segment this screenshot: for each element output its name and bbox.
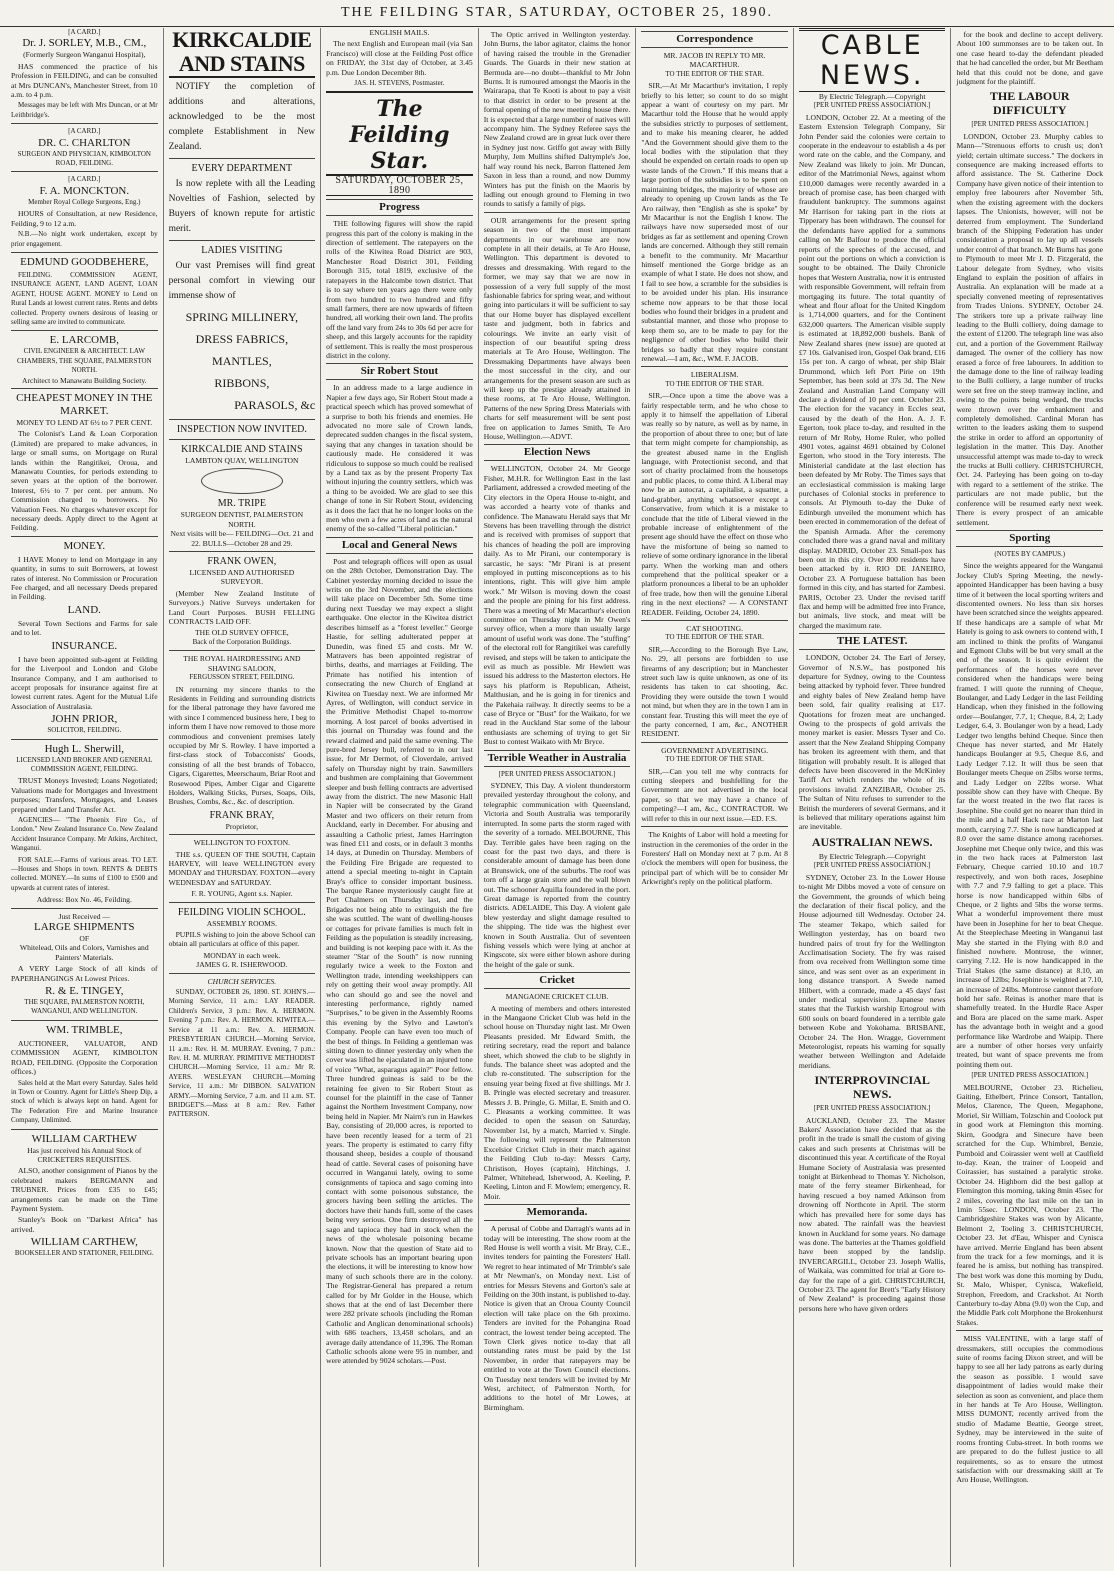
corr-to: TO THE EDITOR OF THE STAR. — [665, 69, 764, 78]
melb-text: MELBOURNE, October 23. Richelieu, Gaiting, Ethelbert, Prince Consort, Tantallon, Melos, Clarence, The Queen, Megaphone, Moriel, Sir William, Tolzschin and Coolock put in good work at Flemington this morning. Skirn, Goodgra and Sinecure have been scratched for the Cup. Whimbrel, Benzie, Pumboid and Coirassier went well at Caulfield to-day. Kean, the trainer of Loopeid and Coirassier, has sustained a paralytic stroke. October 24. Highborn did the best gallop at Flemington this morning, taking 8min 45sec for 2 miles, covering the last mile on the tan in 1min 55sec. LONDON, October 23. The Cambridgeshire Stakes was won by Alicante, Belmont 2, Toeling 3. CHRISTCHURCH, October 23. Jet d'Eau, Whisper and Cynisca have arrived. Merrie England has been absent from the track for a few mornings, and it is feared he is amiss, but nothing has transpired. The best work was done this morning by Dudu, St. Malo, Whisper, Cynisca, Wakefield, Strephon, Freedom, and Crackshot. At North Canterbury to-day Abna (9.0) won the Cup, and the Middle Park colt Morphone the Brokenhurst Stakes. — [956, 1082, 1104, 1327]
paper-text: A VERY Large Stock of all kinds of PAPERHANGINGS At Lowest Prices. — [11, 964, 158, 983]
larcomb-name: E. LARCOMB, — [49, 334, 119, 347]
card-tag: [A CARD.] — [68, 175, 101, 184]
divider — [169, 551, 316, 552]
divider — [11, 252, 158, 253]
labour-head: THE LABOUR DIFFICULTY — [989, 89, 1070, 118]
prior-sub: SOLICITOR, FEILDING. — [47, 726, 122, 735]
lib-head: LIBERALISM. — [690, 370, 739, 380]
progress-text: THE following figures will show the rapid progress this part of the colony is making in the direction of settlement. The ratepayers on the rolls of the Kiwitea Road District are 903, Manchester Road District 301, Feilding Borough 315, total 1819, exclusive of the ratepayers in the Halcombe town district. That is to say where ten years ago there were only from two hundred to two hundred and fifty small farmers, there are now upwards of fifteen hundred, all working their own land. The profits off the land vary from 24s to 30s 6d per acre for sheep, and this largely accounts for the rapidity of settlement. This is really the most prosperous district in the colony. — [326, 219, 473, 360]
divider — [11, 330, 158, 331]
column-2 — [164, 28, 322, 1567]
election-text: WELLINGTON, October 24. Mr George Fisher, M.H.R. for Wellington East in the last Parliament, addressed a crowded meeting of the City electors in the Opera House to-night, and was accorded a hearty vote of thanks and confidence. The Manawatu Herald says that Mr Stevens has been travelling through the district and is received with promises of support that his chances of heading the poll are improving daily. As to Mr Pirani, our contemporary is sarcastic, he says: "Mr Pirani is at present employed in putting misconceptions as to his intentions, right. This will give him ample work." Mr Wilson is moving down the coast and the people are pining for his first address. There was a meeting of Mr Macarthur's election committee on Thursday night in Mr Owen's survey office, when a more than usually large amount of useful work was done. The "stuffing" of the electoral roll for Rangitikei was carefully revised, and steps will be taken to anticipate the evil as much as possible. Mr Hewlett was issued his address to the Masterton electors. He says his platform is Republican, Atheist, Malthusian, and he is going in for tirenics and the Pakehaia railway. It directly seems to be a case of Bryce or "Bust" for the Waikato, for we read in the Auckland Star some of the labour enthusiasts are scheming of trying to get Sir Bust to contest Waikato with Mr Bryce. — [483, 464, 631, 747]
divider — [169, 240, 316, 241]
aus-sub: By Electric Telegraph.—Copyright — [818, 851, 926, 861]
every-text: Is now replete with all the Leading Novelties of Fashion, selected by Buyers of known repute for artistic merit. — [168, 179, 316, 234]
survey-office: THE OLD SURVEY OFFICE, — [195, 628, 289, 638]
sherwill-sub: LICENSED LAND BROKER AND GENERAL COMMISSION AGENT, FEILDING. — [16, 755, 153, 773]
divider — [641, 620, 788, 621]
paper-title: The Feilding Star. — [326, 96, 473, 176]
isherwood: JAMES G. R. ISHERWOOD. — [196, 960, 288, 970]
prior-name: JOHN PRIOR, — [51, 713, 118, 726]
shipments-of: OF — [79, 934, 90, 944]
memo-text: A perusal of Cobbe and Darragh's wants ad in today will be interesting. The show room at the Red House is well worth a visit. Mr Bray, C.E., invites tenders for painting the Foresters' Hall. We regret to hear intimated of Mr Trimble's sale at Mr Newman's, on Monday next. List of entries for Messrs Stevens and Gorton's sale at Feilding on the 30th instant, is published to-day. Notice is given that an Oroua County Council election will take place on the 6th proximo. Tenders are invited for the Pohangina Road contract, the lowest tender being accepted. The Town Clerk gives notice to-day that all outstanding rates must be paid by the 1st November, in order that ratepayers may be entitled to vote at the Town Council elections. On Tuesday next tenders will be invited by Mr West, architect, of Palmerston North, for additions to the hotel of Mr Lowes, at Birmingham. — [483, 1224, 631, 1412]
optic-text: The Optic arrived in Wellington yesterday. John Burns, the labor agitator, claims the honor of having raised the trouble in the Grenadier Guards. The Guards in their new station at Bermuda are—no doubt—thankful to Mr John Burns. It is rumoured amongst the Maoris in the Wairarapa, that Te Kooti is about to pay a visit to that district in order to be present at the formal opening of the new meeting house there. It is expected that a large number of natives will accompany him. The Sydney Referee says the New Zealand crowd are in great luck over there in Sydney just now. Griffo got away with Billy Murphy, Jem Mullins shifted Daltymple's Joe, half way round his neck, Barron flattened Jem Saxon in less than a round, and now Dummy Winters has put the finish on the Maoris by ladling out enough ground to Fleming in two rounds to satisfy a family of pigs. — [483, 30, 631, 209]
cable-tag: [PER UNITED PRESS ASSOCIATION.] — [813, 101, 931, 110]
pupils-text: PUPILS wishing to join the above School can obtain all particulars at office of this paper. — [168, 930, 316, 949]
column-7 — [951, 28, 1108, 1567]
sherwill-text: TRUST Moneys Invested; Loans Negotiated; Valuations made for Mortgages and Investment purposes; Transfers, Mortgages, and Leases prepared under Land Transfer Act. — [11, 776, 158, 814]
ribbons: RIBBONS, — [214, 376, 270, 390]
every-dept: EVERY DEPARTMENT — [191, 163, 293, 174]
cable-text: LONDON, October 22. At a meeting of the Eastern Extension Telegraph Company, Sir John Pender said the colonies were certain to cooperate in the endeavour to establish a 4s per word rate on the cable, and the Company, and New Zealand was likely to join. Mr Duncan, editor of the Matrimonial News, against whom £10,000 damages were recently awarded in a breach of promise case, has been charged with fraudulent bankruptcy. The summons against Mr Harrison for taking part in the riots at Tipperary has been withdrawn. The counsel for the defendants have applied for a summons calling on Mr Balfour to produce the official reports of the speeches of the accused, and point out the portions on which a conviction is sought to be obtained. The Daily Chronicle hopes that Western Australia, now it is entrusted with responsible Government, will refrain from mortgaging its future. The total quantity of wheat and flour afloat for the United Kingdom is 1,714,000 quarters, and for the Continent 632,000 quarters. The American visible supply is estimated at 18,892,000 bushels. Bank of New Zealand shares (new issue) are quoted at £7 10s. Galvanised iron, Gospel Oak brand, £16 15s per ton. A cargo of wheat, per ship Blair Drummond, which left Port Pirie on 19th September, has been sold at 37s 3d. The New Zealand and Australian Land Company will declare a dividend of 10 per cent. October 23. The election for the vacancy in Eccles seat, caused by the death of the Hon. A. J. F. Egerton, took place to-day, and resulted in the return of Mr Roby, Home Ruler, who polled 4901 votes, against 4691 obtained by Colonel Egerton, who stood in the Tory interests. The Ministerial candidate at the last election has been defeated by Mr Roby. The Times says that an ecclesiastical commission is making large purchases of Colonial stocks in preference to consols. At Plymouth to-day the Duke of Edinburgh unveiled the monument which has been erected in commemoration of the defeat of the Spanish Armada. After the ceremony concluded there was a grand naval and military display. MADRID, October 23. Small-pox has been out in this city. Over 800 residents have been attacked by it. RIO DE JANEIRO, October 23. A Portuguese battalion has been formed in this city, and has started for Zambesi. PARIS, October 23. Under the revised tariff flax and hemp will be admitted free into France, but animals, live stock, and meat will be charged the maximum rate. — [798, 112, 946, 630]
knights-text: The Knights of Labor will hold a meeting for instruction in the ceremonies of the order in the Foresters' Hall on Monday next at 7 p.m. At 8 o'clock the members will open for business, the principal part of which will be to consider Mr Arkwright's reply on the political platform. — [641, 830, 788, 887]
dress-fabrics: DRESS FABRICS, — [195, 332, 289, 346]
gov-head: GOVERNMENT ADVERTISING. — [661, 745, 769, 755]
church-text: SUNDAY, OCTOBER 26, 1890. ST. JOHN'S.—Morning Service, 11 a.m.: LAY READER. Children's Service, 3 p.m.: Rev. A. HERMON. Evening 7 p.m.: Rev. A. HERMON. KIWITEA.—Service at 11 a.m.: Rev. A. HERMON. PRESBYTERIAN CHURCH.—Morning Service, 11 a.m.: Rev. H. M. MURRAY. Evening, 7 p.m.: Rev. H. M. MURRAY. PRIMITIVE METHODIST CHURCH.—Morning Service, 11 a.m.: Mr R. AYERS. WESLEYAN CHURCH.—Morning Service, 11 a.m.: Mr DIBBON. SALVATION ARMY.—Morning Service, 7 a.m. and 11 a.m. ST. BRIDGET'S.—Mass at 8 a.m.: Rev. Father PATTERSON. — [168, 988, 316, 1119]
spring-millinery: SPRING MILLINERY, — [185, 310, 299, 324]
charlton-name: DR. C. CHARLTON — [38, 136, 131, 149]
salon-text: IN returning my sincere thanks to the Residents in Feilding and surrounding districts for the liberal patronage they have favored me with since I commenced business here, I beg to inform them I have now removed to those more commodious and convenient premises lately occupied by Mr S. Rowley. I have imported a first-class stock of Tobacconists' Goods, consisting of all the best brands of Tobacco, Cigars, Cigarettes, Meerschaum, Briar Root and Rosewood Pipes, Amber Cigar and Cigarette Holders, Walking Sticks, Purses, Soaps, Oils, Brushes, Combs, &c., &c. of description. — [168, 684, 316, 807]
sporting-head: Sporting — [956, 530, 1103, 547]
labour-text: LONDON, October 23. Murphy cables to Mann—"Strenuous efforts to crush us; don't yield; certain ultimate success." The dockers in consequence are making increased efforts to afford assistance. The St. Catherine Dock Company have given notice of their intention to employ free labourers after November 5th, when the existing agreement with the dockers lapses. The Unionists, however, will not be deterred from employment. The Sunderland branch of the Shipping Federation has under consideration a proposal to lay up all vessels under control of that branch. Mr Burns has gone to Plymouth to meet Mr J. D. Fitzgerald, the Labour delegate from Sydney, who visits England to explain the position of affairs in Australia. An explanation will be made at a specially convened meeting of representatives from Trades Unions. SYDNEY, October 24. The strikers tore up a private railway line leading to the Bulli colliery, doing damage to the extent of £1200. The telegraph line was also cut, and a portion of the Government Railway damaged. The owner of the colliery has now erased a force of free labourers. In addition to the damage done to the line of railway leading to the Bulli colliery, a large number of trucks were set free on the steep tramway incline, and owing to the points being wedged, the trucks were thrown over the embankment and completely demolished. Cardinal Moran has written to the leaders asking them to suspend the strike in order to afford an opportunity of legislation in the matter. This Day. Another unsuccessful attempt was made to-day to wreck the trucks at Bulli colliery. CHRISTCHURCH, Oct. 24. Parleying has been going on to-day with regard to a settlement of the strike. The particulars are not made public, but the conference will be resumed early next week. There is every prospect of an amicable settlement. — [956, 131, 1104, 527]
carthew-name: WILLIAM CARTHEW — [31, 1132, 137, 1145]
salon-sub: FERGUSSON STREET, FEILDING. — [189, 673, 295, 682]
mantles: MANTLES, — [212, 354, 272, 368]
column-3 — [321, 28, 479, 1567]
divider — [11, 123, 158, 124]
money-text: I HAVE Money to lend on Mortgage in any quantity, in sums to suit Borrowers, at lowest rates of interest. No Commission or Procuration Fee charged, and all necessary Deeds prepared in Feilding. — [11, 554, 158, 602]
valentine-text: MISS VALENTINE, with a large staff of dressmakers, still occupies the commodious suite of rooms facing Dixon street, and will be happy to see all her lady patrons as early during the season as possible. I would save disappointment of ladies would make their selection as soon as convenient, and place them in her hands at Te Aro House, Wellington. MISS DUMONT, recently arrived from the studio of Madame Beattie, George street, Sydney, may be interviewed in the suite of rooms fronting Cuba-street. In both rooms we are prepared to do the fullest justice to all requirements, so as to ensure the utmost satisfaction with our dressmaking skill at Te Aro House, Wellington. — [956, 1334, 1104, 1485]
divider — [11, 171, 158, 172]
just-received: Just Received — — [58, 911, 111, 921]
also-text: ALSO, another consignment of Pianos by the celebrated makers BERGMANN and TRUBNER. Prices from £35 to £45; arrangements can be made on the Time Payment System. — [11, 1166, 158, 1213]
paper-date: SATURDAY, OCTOBER 25, 1890 — [326, 176, 473, 196]
gov-text: SIR,—Can you tell me why contracts for cutting sleepers and bushfelling for the Government are not advertised in the local paper, so that we may have a chance of competing?—I am, &c., CONTRACTOR. We will refer to this in our next issue.—ED. F.S. — [641, 766, 788, 823]
moncton-sub: Member Royal College Surgeons, Eng.) — [28, 197, 141, 206]
cat-head: CAT SHOOTING. — [686, 623, 744, 633]
trimble-note: Sales held at the Mart every Saturday. Sales held in Town or Country. Agent for Little's Sheep Dip, a stock of which is always kept on hand. Agent for The Federation Fire and Marine Insurance Company, Unlimited. — [11, 1078, 158, 1125]
kirkcaldie-footer: KIRKCALDIE AND STAINS — [181, 444, 303, 455]
ornament-stamp — [201, 468, 283, 494]
mails-text: The next English and European mail (via San Francisco) will close at the Feilding Post office on FRIDAY, the 31st day of October, at 3.45 p.m. Due London December 8th. — [326, 39, 473, 77]
moncton-name: F. A. MONCKTON. — [39, 184, 130, 197]
carthew-text: Has just received his Annual Stock of CRICKETERS REQUISITES. — [27, 1145, 142, 1164]
card-tag: [A CARD.] — [68, 28, 101, 36]
sorley-name: Dr. J. SORLEY, M.B., CM., — [22, 37, 147, 50]
local-head: Local and General News — [326, 537, 473, 554]
column-4 — [479, 28, 637, 1567]
survey-back: Back of the Corporation Buildings. — [192, 637, 292, 646]
cheapest-head: CHEAPEST MONEY IN THE MARKET. — [16, 391, 153, 417]
larcomb-sub: CIVIL ENGINEER & ARCHITECT. LAW CHAMBERS, THE SQUARE, PALMERSTON NORTH. — [16, 347, 152, 375]
owen-text: (Member New Zealand Institute of Surveyors.) Native Surveys undertaken for Land Court Purposes. BUSH FELLING CONTRACTS LAID OFF. — [168, 588, 316, 627]
mails-sig: JAS. H. STEVENS, Postmaster. — [354, 79, 445, 88]
divider — [169, 973, 316, 974]
moncton-note: N.B.—No night work undertaken, except by prior engagement. — [11, 230, 158, 248]
page-columns — [6, 28, 1108, 1567]
lib-text: SIR,—Once upon a time the above was a fairly respectable term, and he who chose to apply it to himself the appellation of Liberal was really so by nature, as well as by name, in the proportion of about three to one; but of late that term might compete for championship, as the greatest abused name in the English language, with Protectionist second, and that sort of charity proclaimed from the housetops and public places, to come third. A Liberal may now be an autocrat, a capitalist, a squatter, a land-grabber, anything whatsoever except a Conservative, from which it is a mistake to conclude that the title of Liberal viewed in the probable increase of enlightenment of the present age should have the effect on those who have the misfortune of being so named to relieve of some ordinary ignorance in the liberal party. When the working man and others comprehend that the political speaker or a platform pronounces a liberal to be an upholder of free trade, how then will the genuine Liberal ring in the next elections? — A CONSTANT READER. Feilding, October 24, 1890. — [641, 391, 788, 617]
parasols: PARASOLS, &c — [234, 398, 316, 412]
tripe-name: MR. TRIPE — [217, 498, 266, 510]
aus-tag: [PER UNITED PRESS ASSOCIATION.] — [813, 861, 931, 870]
divider — [169, 834, 316, 835]
bray-name: FRANK BRAY, — [209, 809, 275, 821]
trimble-text: AUCTIONEER, VALUATOR, AND COMMISSION AGENT, KIMBOLTON ROAD, FEILDING. (Opposite the Corporation offices.) — [11, 1038, 158, 1077]
divider — [641, 826, 788, 827]
forsale: FOR SALE.—Farms of various areas. TO LET.—Houses and Shops in town. RENTS & DEBTS collected. MONEY.—In sums of £100 to £500 and upwards at current rates of interest. — [11, 855, 158, 892]
divider — [11, 388, 158, 389]
tingey-name: R. & E. TINGEY, — [45, 985, 124, 998]
progress-head: Progress — [326, 199, 473, 216]
owen-name: FRANK OWEN, — [207, 556, 277, 568]
money-head: MONEY. — [63, 539, 106, 552]
sorley-sub: (Formerly Surgeon Wanganui Hospital), — [23, 50, 146, 60]
insurance-text: I have been appointed sub-agent at Feilding for the Liverpool and London and Globe Insurance Company, and I am authorised to accept proposals for insurance against fire at lowest current rates. Agent for the Mutual Life Association of Australasia. — [11, 654, 158, 711]
aus-head: AUSTRALIAN NEWS. — [811, 834, 933, 849]
violin-school: FEILDING VIOLIN SCHOOL. — [177, 906, 306, 918]
divider — [484, 212, 631, 213]
cricket-sub: MANGAONE CRICKET CLUB. — [505, 992, 609, 1002]
divider — [641, 366, 788, 367]
divider — [641, 742, 788, 743]
bray-sub: Proprietor, — [225, 821, 259, 831]
sporting-text: Since the weights appeared for the Wanganui Jockey Club's Spring Meeting, the newly-appointed Handicapper has been having a busy time of it between the local sporting writers and discontented owners. No less than six horses have been scratched since the weights appeared. If these handicaps are a sample of what Mr Hately is going to ask owners to contend with, I am inclined to think the profits of Wanganui and Egmont Clubs will be but very small at the end of the season. It is quite evident the performances of the horses were never considered when the handicaps were being framed. I will quote the running of Cheque, Boulanger, and Lady Ledger in the last Feilding Handicap, when they finished in the following order—Boulanger, 7.7, 1; Cheque, 8.4, 2; Lady Ledger, 6.4, 3. Boulanger won by a head, Lady Ledger two lengths behind Cheque. Since then Cheque has never started, and Mr Hately handicaps Boulanger at 9.5, Cheque 8.6, and Lady Ledger 7.12. It will thus be seen that Boulanger meets Cheque on 25lbs worse terms, and Lady Ledger on 22lbs worse. What possible show can they have with Cheque. By far the worst treated in the two flat races is Josephine. She could get no nearer than third in the mile and a half Hack race at Marton last month, carrying 7.7. She is now handicapped at 8.0 over the same distance among racehorses. Josephine met Cheque only twice, and this was in the two hack races at Palmerston last February, Cheque carried 10.10 and 10.7 respectively, and won both races, Josephine with 7.7 and 7.9 falling to get a place. This horse is now handicapped within 6lbs of Cheque, or 2 lights and 5lbs the worse terms. What a wonderful improvement there must have been in Josephine for her to beat Cheque. At the Steeplechase Meeting in Wanganui last May she started in the Flying with 8.0 and finished nowhere. Montrose, the winner, carrying 7.12. He is now handicapped in the Trial Stakes (the same distance) at 8.10, an increase of 12lbs; Josephine is weighted at 7.10, an increase of 24lbs. Montrose cannot therefore hold her safe. Reinas is another mare that is shamefully treated. In the Hurdle Race Asper and Bora are placed on the same mark. Asper has the advantage both in weight and a good performance like Wardrobe and Waipip. There are a number of other horses very unfairly treated, but want of space prevents me from pointing them out. — [956, 561, 1104, 1069]
trimble-name: WM. TRIMBLE, — [46, 1023, 123, 1036]
latest-head: THE LATEST. — [799, 633, 946, 650]
cricket-text: A meeting of members and others interested in the Mangaone Cricket Club was held in the school house on Thursday night last. Mr Owen Pleasants presided. Mr Edward Smith, the retiring secretary, read the report and balance sheet, which showed the club to be slightly in funds. The balance sheet was adopted and the club re-constituted. The subscription for the ensuing year being fixed at five shillings. Mr J. B. Pringle was elected secretary and treasurer. Messrs J. B. Pringle, G. Millar, E. Smith and O. C. Pleasants a working committee. It was decided to open the season on Saturday, November 1st, by a match, Married v. Single. The following will represent the Palmerston Excelsior Cricket Club in their match against the Feilding Club to-day: Messrs Carty, Christison, Hoyes (captain), Hitchings, J. Palmer, Whitehead, Isherwood, A. Keeling, P. Keeling, Linton and F. Mowlem; emergency, R. Moir. — [483, 1003, 631, 1201]
terrible-head: Terrible Weather in Australia — [484, 750, 631, 767]
memo-head: Memoranda. — [484, 1204, 631, 1221]
divider — [11, 1020, 158, 1021]
divider — [11, 1129, 158, 1130]
sorley-text: HAS commenced the practice of his Profession in FEILDING, and can be consulted at Mrs DUNCAN's, Manchester Street, from 10 a.m. to 4 p.m. — [11, 61, 158, 100]
divider — [169, 439, 316, 440]
cat-to: TO THE EDITOR OF THE STAR. — [665, 633, 764, 642]
inter-head: INTERPROVINCIAL NEWS. — [814, 1073, 930, 1102]
divider — [11, 536, 158, 537]
divider — [956, 1330, 1103, 1331]
corr-head: Correspondence — [641, 31, 788, 48]
ladies-visiting: LADIES VISITING — [201, 245, 283, 256]
tripe-text: Next visits will be— FEILDING—Oct. 21 and 22. BULLS—October 28 and 29. — [170, 529, 314, 548]
divider — [326, 91, 473, 93]
masthead: THE FEILDING STAR, SATURDAY, OCTOBER 25, 1890. — [0, 0, 1114, 27]
moncton-text: HOURS of Consultation, at new Residence, Feilding, 9 to 12 a.m. — [11, 209, 158, 228]
goodbehere-name: EDMUND GOODBEHERE, — [20, 255, 149, 268]
monday: MONDAY in each week. — [203, 950, 281, 960]
carthew2-name: WILLIAM CARTHEW, — [30, 1236, 138, 1249]
top-text: for the book and decline to accept delivery. About 100 summonses are to be taken out. In one case heard to-day the defendant pleaded that he had cancelled the order, but Mr Beetham held that this could not be done, and gave judgment for the plaintiff. — [956, 30, 1104, 87]
stout-head: Sir Robert Stout — [326, 363, 473, 380]
kirkcaldie-address: LAMBTON QUAY, WELLINGTON — [185, 456, 299, 465]
corr-text: SIR,—At Mr Macarthur's invitation, I reply briefly to his letter; so count to do so might appear a want of courtesy on my part. Mr Macarthur told the House that he would apply the subsidies strictly to purposes of settlement, and to make his meaning clearer, he added "And the Government should give them to the local bodies with the stipulation that they should be expended on certain roads to open up waste lands of the Crown." If this means that a large portion of the subsidies is to be spent on maintaining bridges, the majority of whose are already to opening up Crown lands as the Te Aro railway, then "English as she is spoke" by Mr Macarthur is not the English I know. The railways have now superseded most of our bridges as far as settlement and opening Crown lands are concerned. Although they still remain a benefit to the community. Mr Macarthur himself mentioned the Gorge bridge as an example of what I state. He does not show, and I fail to see how, a scramble for the subsidies is to be avoided under his plan. His insurance scheme now appears to be that those local bodies who found their bridges in a prudent and substantial manner, and those who propose to keep them so, are to be made to pay for the negligence of other bodies who build their bridges so badly that they require constant renewal.—I am, &c., WM. F. JACOB. — [641, 81, 788, 363]
divider — [169, 650, 316, 651]
cat-text: SIR,—According to the Borough Bye Law, No. 29, all persons are forbidden to use firearms of any description; but in Manchester street such law is quite unknown, as one of its residents has taken to cat shooting, &c. Providing they were outside the town I would not mind, but when they are in the town I am in constant fear. Trusting this will meet the eye of the party concerned, I am, &c., ANOTHER RESIDENT. — [641, 644, 788, 739]
tripe-sub: SURGEON DENTIST, PALMERSTON NORTH. — [180, 510, 304, 529]
terrible-text: SYDNEY, This Day. A violent thunderstorm prevailed yesterday throughout the colony, and telegraphic communication with Queensland, Victoria and South Australia was temporarily interrupted. In some parts the storm raged with the severity of a tornado. MELBOURNE, This Day. Terrible gales have been raging on the coast for the past two days, and there is considerable amount of damage has been done at Brunswick, one of the suburbs. The roof was torn off a large grain store and the wall blown out. The schooner Aquilla foundered in the port. Great damage is reported from the country districts. ADELAIDE, This Day. A violent gale blew yesterday and slight damage resulted to the shipping. The tide was the highest ever known in South Australia. Out of seventeen fishing vessels which were lying at anchor at Kingscote, six were either blown ashore during the height of the gale or sunk. — [483, 781, 631, 969]
corr-title: MR. JACOB IN REPLY TO MR. MACARTHUR. — [663, 51, 766, 70]
agencies: AGENCIES— "The Phoenix Fire Co., of London." New Zealand Insurance Co. New Zealand Accident Insurance Company. Mr Atkins, Architect, Wanganui. — [11, 815, 158, 853]
election-head: Election News — [484, 444, 631, 461]
divider — [169, 419, 316, 420]
sorley-note: Messages may be left with Mrs Duncan, or at Mr Leithbridge's. — [11, 101, 158, 119]
divider — [169, 158, 316, 159]
young: F. R. YOUNG, Agent s.s. Napier. — [191, 889, 293, 899]
wf-title: WELLINGTON TO FOXTON. — [193, 838, 290, 848]
divider — [11, 739, 158, 740]
terrible-tag: [PER UNITED PRESS ASSOCIATION.] — [498, 769, 616, 778]
address: Address: Box No. 46, Feilding. — [36, 895, 132, 905]
wf-text: THE s.s. QUEEN OF THE SOUTH, Captain HARVEY, will leave WELLINGTON every MONDAY and THURSDAY. FOXTON—every WEDNESDAY and SATURDAY. — [168, 849, 316, 887]
labour-tag: [PER UNITED PRESS ASSOCIATION.] — [971, 120, 1089, 129]
local-text: Post and telegraph offices will open as usual on the 28th October, Demonstration Day. The Cabinet yesterday morning decided to issue the writs on the 3rd November, and the elections will take place on December 5th. Some time during next Tuesday we may expect a slight earthquake. One elector in the Kiwitea district describes himself as a "forest leveller." George Hastie, for selling adulterated pepper at Dunedin, was fined £5 and costs. Mr W. Matravers has been appointed registrar of births, deaths, and marriages at Feilding. The Primate has notified his intention of consecrating the new Church of England at Kiwitea on Tuesday next. We are informed Mr Ayres, of Wellington, will conduct service in the Primitive Methodist Chapel to-morrow morning. A lost parcel of books advertised in this journal on Thursday was found and the reward claimed and paid the same evening. The pure-bred Jersey bull, referred to in our last issue, for Mr Dermot, of Cloverdale, arrived safely on Thursday night by train. Sawmillers and bushmen are complaining that Government sleeper and bush felling contracts are advertised away from the district. The new Masonic Hall in Napier will be consecrated by the Grand Master and two officers on their return from Auckland, early in December. For abusing and assaulting a Catholic priest, James Harrington was fined £11 and costs, or in default 3 months 14 days, at Dunedin on Thursday. Members of the Feilding Fire Brigade are requested to attend a special meeting to-night in Captain Bray's office to consider important business. The barque Ranee mysteriously caught fire at Port Chalmers on Thursday last, and the Brigades not being able to extinguish the fire she was scuttled. The want of dwelling-houses or cottages for private families is much felt in Feilding as the population is steadily increasing, and building is not keeping pace with it. As the steamer "Star of the South" is now running regularly twice a week to the Foxton and Wellington trade, intending weekshippers can rely on getting their wool away promptly. All who can should go and see the novel and interesting performance, rightly named "Surprises," to be given in the Assembly Rooms this evening by the Sylvo and Lawton's Company. People can have even too much of the best of things. In Feilding a gentleman was sitting down to dinner yesterday only when the cover was lifted he ejaculated in an injured tone of voice "What, asparagus again?" Poor fellow. Three hundred guineas is said to be the retaining fee given to Sir Robert Stout as counsel for the plaintiff in the case of Tanner against the Northern Investment Company, now being held in Napier. Mr Nairn's run in Hawkes Bay, consisting of 20,000 acres, is reported to have been recently leased for a term of 21 years. The property is estimated to carry fifty thousand sheep, besides a couple of thousand head of cattle. Several cases of poisoning have occurred in Wanganui lately, owing to some consignments of tapioca and sago coming into contact with some poisonous substance, the grocers having been selling the articles. The doctors have their hands full, some of the cases being very serious. One firm destroyed all the sago and tapioca they had in stock when the news of the wholesale poisoning became known. Now that the question of State aid to private schools has an important bearing upon the elections, it will be interesting to know how many of such schools there are in the colony. The Registrar-General has prepared a return called for by Mr Golder in the House, which shows that at the end of last December there were 282 private schools (including the Roman Catholic and Anglican denominational schools) with 686 teachers, 13,458 scholars, and an average daily attendance of 11,396. The Roman Catholic schools alone were 95 in number, and were attended by 9024 scholars.—Post. — [326, 556, 473, 1366]
inspection: INSPECTION NOW INVITED. — [176, 424, 307, 435]
land-text: Several Town Sections and Farms for sale and to let. — [11, 618, 158, 638]
column-1 — [6, 28, 164, 1567]
arrangements-text: OUR arrangements for the present spring season in two of the most important departments in our warehouse are now complete in all their details, at Te Aro House, Wellington. This department is devoted to dresses and dressmaking. With regard to the former, we may say that we are now in possession of a very full supply of the most fashionable fabrics for spring wear, and without going into particulars it will be sufficient to say that our Home buyer has displayed excellent taste and judgment, both in fabrics and colourings. We invite an early visit of inspection of our beautiful spring dress materials at Te Aro House, Wellington. The Dressmaking Departments have always been the most successful in the city, and our arrangements for the present season are such as will keep up the prestige already attained in these rooms, at Te Aro House, Wellington. Patterns of the new Spring Dress Materials with charts for self measurement will be sent post free on application to James Smith, Te Aro House, Wellington.—ADVT. — [483, 215, 631, 442]
cheapest-sub: MONEY TO LEND AT 6½ to 7 PER CENT. — [16, 417, 153, 427]
inter-text: AUCKLAND, October 23. The Master Bakers' Association have decided that as the profit in the trade is small the custom of giving cakes and such presents at Christmas will be discontinued this year. A certificate of the Royal Humane Society of Australasia was presented tonight at Birkenhead to Thomas Y. Nicholson, mate of the ferry steamer Birkenhead, for having rescued a boy named Atkinson from drowning off Northcote in April. The storm which has prevailed here for some days has now abated. The rainfall was the heaviest known in Auckland for some years. No damage was done. The batteries at the Thames goldfield have been stopped by the landslip. INVERCARGILL, October 23. Joseph Wallis, of Waikaia, was committed for trial at Gore to-day for the rape of a girl. CHRISTCHURCH, October 23. The agent for Brett's "Early History of New Zealand" is proceeding against those persons here who have given orders — [798, 1115, 946, 1313]
column-5 — [636, 28, 794, 1567]
card-tag: [A CARD.] — [68, 127, 101, 136]
sporting-sub: (NOTES BY CAMPUS.) — [994, 549, 1066, 558]
charlton-sub: SURGEON AND PHYSICIAN, KIMBOLTON ROAD, FEILDING. — [17, 149, 151, 168]
melb-tag: [PER UNITED PRESS ASSOCIATION.] — [971, 1071, 1089, 1080]
aus-text: SYDNEY, October 23. In the Lower House to-night Mr Dibbs moved a vote of censure on the Government, the grounds of which being the declaration of their fiscal policy, and the House adjourned till Wednesday. October 24. The steamer Tekapo, which sailed for Wellington yesterday, has on board two hundred pairs of trout fry for the Wellington Acclimatisation Society. The fry was raised from ova received from Wellington some time since, and was sent over as an experiment in long distance transport. A Swede named Hilbert, with a comrade, made a 45 days' fast under medical supervision. Japanese news states that the Turkish warship Ertogroul with 600 souls on board foundered in a terrible gale between Kobe and Yokohama. BRISBANE, October 24. The Hon. Wragge, Government Meteorologist, repeats his warning for squally weather between Wellington and Adelaide meridians. — [798, 872, 946, 1070]
cable-sub: By Electric Telegraph.—Copyright — [818, 92, 926, 101]
divider — [169, 902, 316, 903]
cable-title: CABLE NEWS. — [799, 28, 946, 92]
land-head: LAND. — [67, 603, 101, 616]
cheapest-text: The Colonist's Land & Loan Corporation (Limited) are prepared to make advances, in large or small sums, on Mortgage on Rural lands within the Rangitikei, Oroua, and Manawatu Counties, for periods extending to seven years at the option of the borrower. Interest, 6½ to 7 per cent. per annum. No Commission charged to borrowers. No Valuation Fees. No charges whatever except for necessary deeds. Apply direct to the Agent at Feilding. — [11, 429, 158, 533]
shipments-text: Whitelead, Oils and Colors, Varnishes and Painters' Materials. — [19, 943, 149, 962]
inter-tag: [PER UNITED PRESS ASSOCIATION.] — [813, 1104, 931, 1113]
shipments-head: LARGE SHIPMENTS — [34, 921, 135, 934]
divider — [11, 908, 158, 909]
gov-to: TO THE EDITOR OF THE STAR. — [665, 755, 764, 764]
larcomb-note: Architect to Manawatu Building Society. — [22, 375, 147, 385]
notify-text: NOTIFY the completion of additions and alterations, acknowledged to be the most complete Establishment in New Zealand. — [168, 82, 316, 152]
stout-text: In an address made to a large audience in Napier a few days ago, Sir Robert Stout made a practical speech which has proved somewhat of a surprise to both his friends and enemies. He advocated no more sale of Crown lands, deprecated sudden changes in the fiscal system, saying that any changes in taxation should be cautiously made. He considered it was ridiculous to suppose so much could be realised by a Land tax as by the present Property Tax without injuring the country settlers, which was a thing to be avoided. We are glad to see this change of tone in Sir Robert Stout, evidencing as it does the fact that he no longer looks on the men who own a few acres of land as the natural enemy of the so-called "Liberal politician." — [326, 383, 473, 534]
goodbehere-text: FEILDING. COMMISSION AGENT, INSURANCE AGENT, LAND AGENT, LOAN AGENT, HOUSE AGENT. MONEY to Lend on Rural Lands at lowest current rates. Rents and debts collected. Property owners desirous of leasing or selling same are invited to communicate. — [11, 270, 158, 326]
cricket-head: Cricket — [484, 972, 631, 989]
carthew2-sub: BOOKSELLER AND STATIONER, FEILDING. — [14, 1249, 154, 1258]
tingey-sub: THE SQUARE, PALMERSTON NORTH, WANGANUI, AND WELLINGTON. — [24, 998, 145, 1016]
lib-to: TO THE EDITOR OF THE STAR. — [665, 379, 764, 388]
assembly-rooms: ASSEMBLY ROOMS. — [206, 918, 277, 928]
kirkcaldie-title: KIRKCALDIE AND STAINS — [169, 28, 316, 78]
latest-text: LONDON, October 24. The Earl of Jersey, Governor of N.S.W., has postponed his departure for Sydney, owing to the Countess being attacked by typhoid fever. Three hundred and eighty bales of New Zealand hemp have been sold, fair quality realising at £17. Quotations for frozen meat are unchanged. Owing to the prospects of gold arrivals the money market is easier. Messrs Tyser and Co. assert that the New Zealand Shipping Company has broken its agreement with them, and that litigation will probably result. It is alleged that defects have been discovered in the McKinley Tariff Act which renders the whole of its provisions invalid. ZANZIBAR, October 25. The Sultan of Nitu refuses to surrender to the British the murderers of several Germans, and it is believed that military operations against him are inevitable. — [798, 653, 946, 832]
church-head: CHURCH SERVICES. — [207, 976, 277, 986]
mails-head: ENGLISH MAILS. — [369, 28, 430, 37]
salon-name: THE ROYAL HAIRDRESSING AND SHAVING SALOON, — [183, 654, 301, 673]
insurance-head: INSURANCE. — [51, 639, 118, 652]
column-6 — [794, 28, 952, 1567]
ladies-text: Our vast Premises will find great personal comfort in viewing our immense show of — [168, 261, 316, 301]
owen-sub: LICENSED AND AUTHORISED SURVEYOR. — [189, 568, 295, 587]
sherwill-name: Hugh L. Sherwill, — [44, 742, 125, 755]
stanley: Stanley's Book on "Darkest Africa" has arrived. — [11, 1215, 158, 1234]
